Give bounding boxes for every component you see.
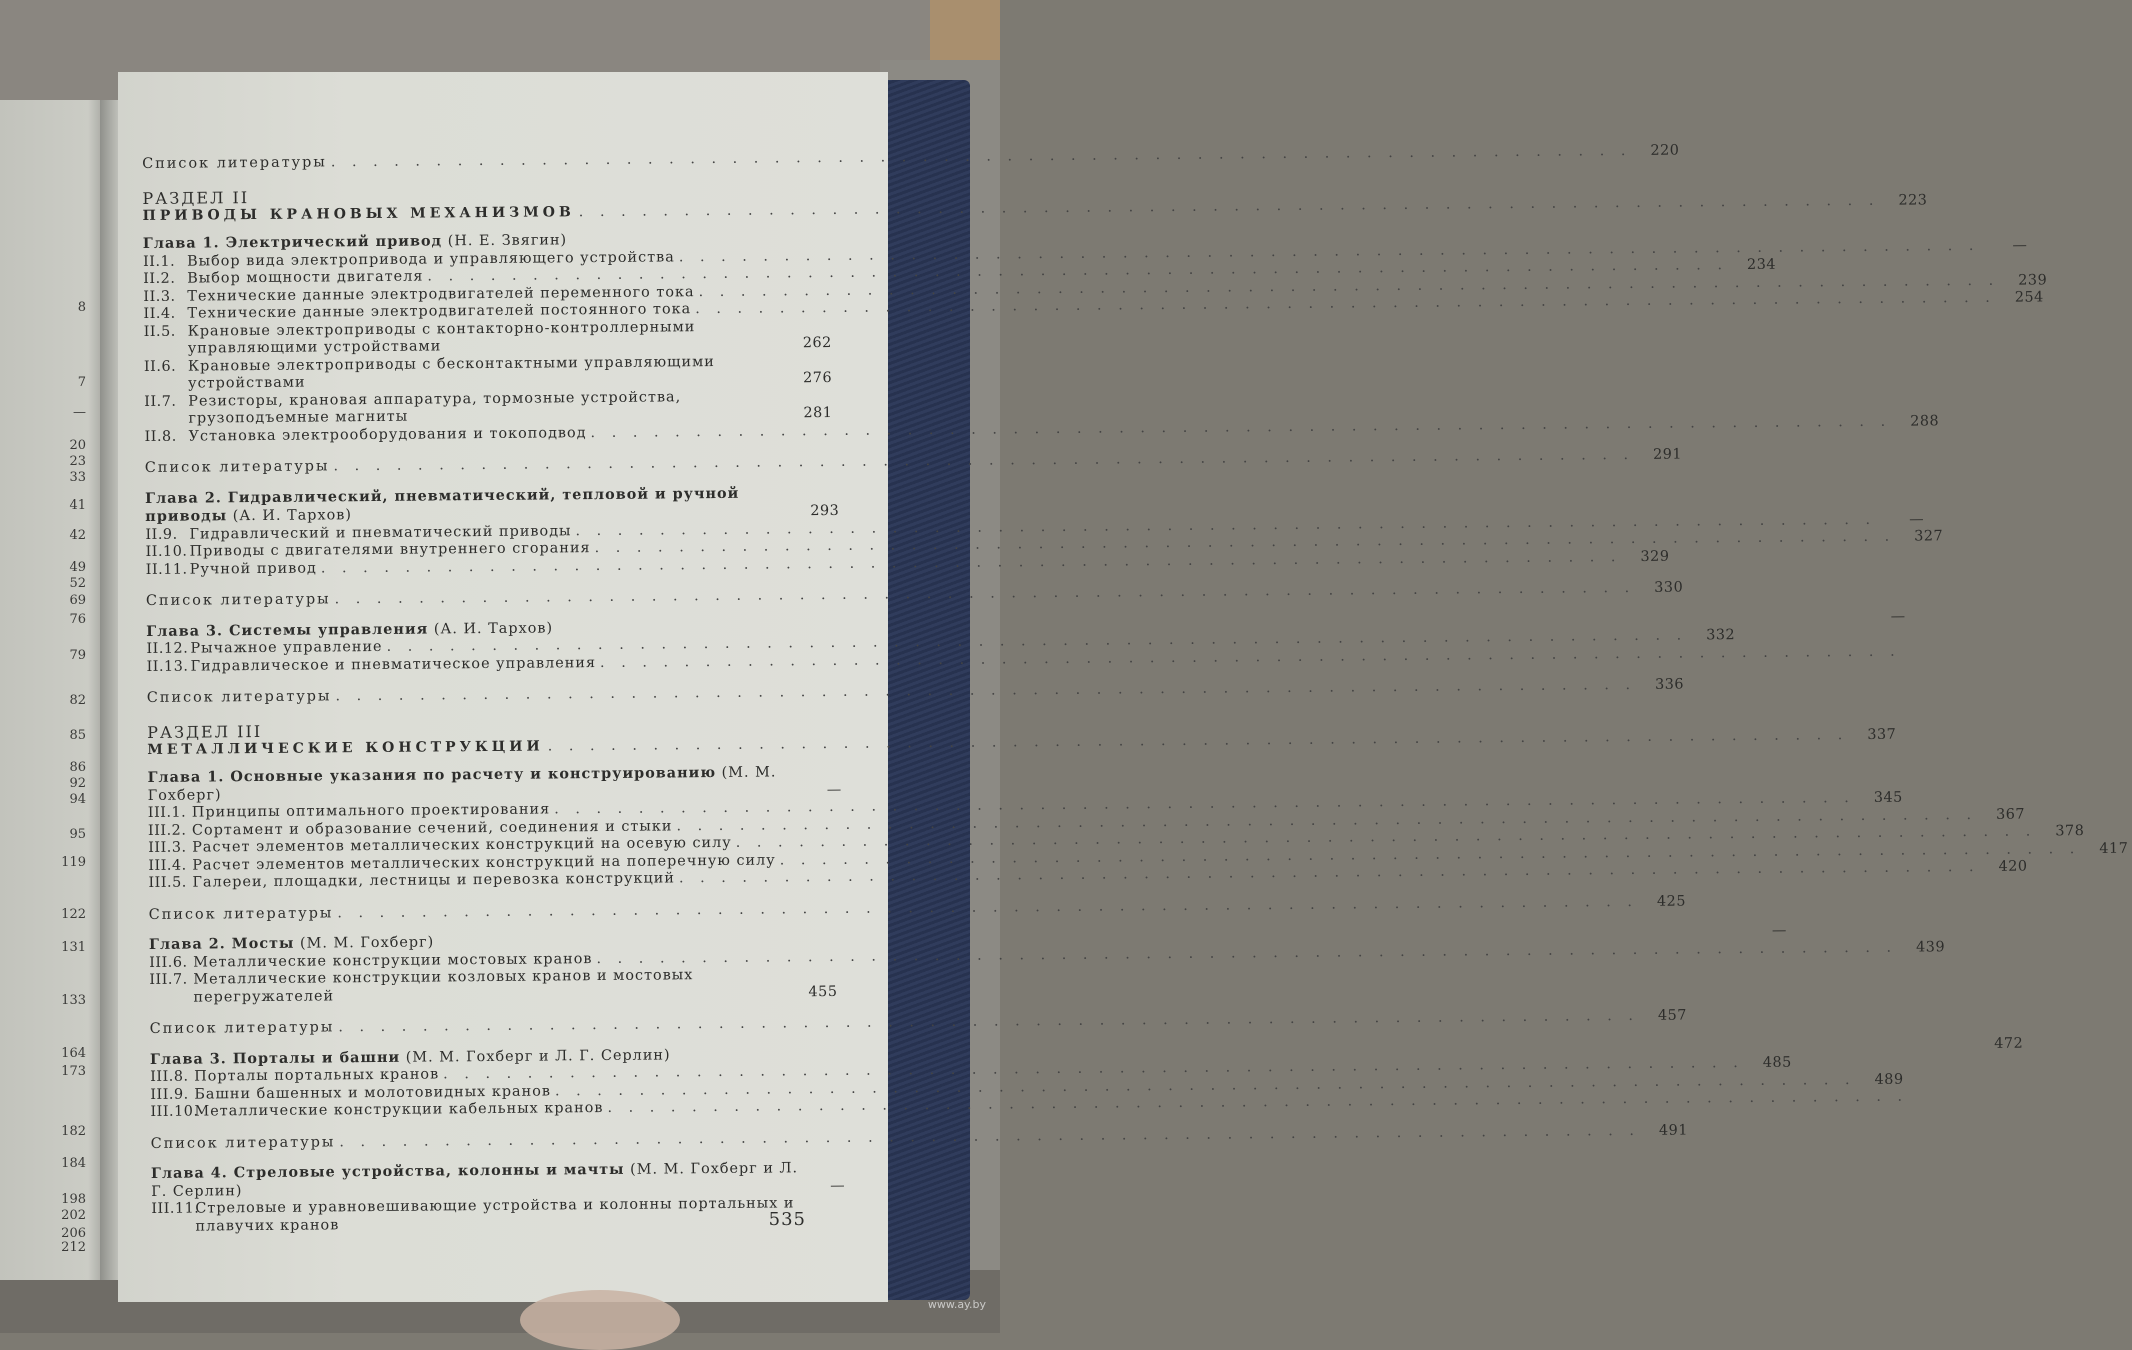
chapter-title: Глава 3. Системы управления (146, 620, 428, 639)
toc-item (151, 1195, 851, 1236)
left-page-number: — (73, 405, 86, 420)
item-title: Принципы оптимального проектирования (192, 801, 550, 822)
item-code: III.6. (149, 954, 193, 972)
item-code: III.9. (150, 1086, 194, 1104)
left-page-number: 202 (61, 1208, 86, 1223)
chapter-row (147, 763, 847, 805)
item-title: Резисторы, крановая аппаратура, тормозные устройства, грузоподъемные магниты (188, 388, 788, 428)
toc-page-ref: 254 (2000, 289, 2044, 307)
item-code: III.3. (148, 840, 192, 858)
left-page-number: 82 (69, 693, 86, 708)
item-title: Гидравлическое и пневматическое управления (191, 655, 597, 676)
item-code: III.2. (148, 822, 192, 840)
item-title: Установка электрооборудования и токоподвод (188, 425, 586, 446)
chapter-authors: (А. И. Тархов) (233, 507, 352, 524)
item-title: Выбор мощности двигателя (187, 269, 423, 289)
item-code: II.8. (145, 428, 189, 446)
item-code: II.9. (145, 526, 189, 544)
left-page-number: 206 (61, 1226, 86, 1241)
item-title: Крановые электроприводы с контакторно-контроллерными управляющими устройствами (188, 318, 788, 358)
toc-page-ref: 439 (1901, 939, 1945, 957)
toc-page-ref: — (1862, 608, 1906, 626)
item-code: II.12. (146, 641, 190, 659)
chapter-authors: (А. И. Тархов) (434, 620, 553, 637)
item-title: Ручной привод (190, 560, 317, 579)
toc-page-ref: 262 (788, 335, 832, 353)
item-code: III.10. (150, 1104, 194, 1122)
toc-page-ref: — (1983, 237, 2027, 255)
chapter-title: Глава 3. Порталы и башни (150, 1048, 400, 1067)
toc-page-ref: 455 (793, 983, 837, 1001)
item-code: III.7. (149, 972, 193, 990)
item-title: Расчет элементов металлических конструкций на поперечную силу (192, 852, 776, 875)
toc-page-ref: 491 (1644, 1122, 1688, 1140)
toc-page-ref: 330 (1639, 580, 1683, 598)
item-code: II.10. (146, 544, 190, 562)
toc-references-row (142, 150, 842, 174)
item-title: Галереи, площадки, лестницы и перевозка конструкций (192, 870, 675, 892)
toc-page-ref: 337 (1852, 726, 1896, 744)
chapter-title: Глава 4. Стреловые устройства, колонны и мачты (151, 1161, 625, 1182)
left-page-number: 23 (69, 454, 86, 469)
chapter-title: Глава 1. Электрический привод (143, 232, 442, 252)
left-page-number: 33 (69, 470, 86, 485)
left-page-number: 86 (69, 760, 86, 775)
item-code: II.5. (144, 323, 188, 341)
table-of-contents (142, 136, 852, 1236)
item-code: II.1. (143, 253, 187, 271)
watermark: www.ay.by (928, 1298, 986, 1311)
item-code: II.4. (143, 306, 187, 324)
chapter-authors: (М. М. Гохберг) (148, 764, 777, 803)
toc-references-row (150, 1015, 850, 1039)
left-page-number: 8 (78, 300, 86, 315)
item-title: Крановые электроприводы с бесконтактными управляющими устройствами (188, 353, 788, 393)
toc-page-ref: 234 (1732, 257, 1776, 275)
toc-page-ref: 291 (1638, 447, 1682, 465)
item-title: Башни башенных и молотовидных кранов (194, 1083, 551, 1104)
item-code: III.11. (151, 1201, 195, 1219)
item-title: Рычажное управление (190, 639, 382, 658)
item-title: Приводы с двигателями внутреннего сгорания (190, 540, 591, 561)
toc-page-ref: 288 (1895, 413, 1939, 431)
section-label: РАЗДЕЛ II (142, 183, 842, 207)
item-title: Металлические конструкции мостовых кранов (193, 951, 592, 972)
item-title: Гидравлический и пневматический приводы (189, 523, 571, 544)
toc-page-ref: 336 (1640, 677, 1684, 695)
left-page-number: 94 (69, 792, 86, 807)
item-title: Порталы портальных кранов (194, 1066, 439, 1086)
left-page-number: 85 (69, 728, 86, 743)
item-code: II.6. (144, 358, 188, 376)
toc-page-ref: 327 (1899, 528, 1943, 546)
left-page-number: 164 (61, 1046, 86, 1061)
toc-page-ref: 472 (1979, 1035, 2023, 1053)
toc-page-ref: 378 (2040, 823, 2084, 841)
item-code: III.4. (148, 857, 192, 875)
toc-page-ref: 329 (1625, 548, 1669, 566)
toc-page-ref: 485 (1748, 1055, 1792, 1073)
chapter-row (151, 1159, 851, 1201)
toc-page-ref: 239 (2003, 272, 2047, 290)
left-page-number: 49 (69, 560, 86, 575)
left-page-number: 173 (61, 1064, 86, 1079)
toc-page-ref: 367 (1981, 806, 2025, 824)
item-code: III.5. (148, 875, 192, 893)
toc-references-row (149, 900, 849, 924)
left-page-number: 42 (69, 528, 86, 543)
left-page-number: 184 (61, 1156, 86, 1171)
item-title: Стреловые и уравновешивающие устройства и колонны портальных и плавучих кранов (195, 1195, 795, 1235)
page-number: 535 (769, 1209, 806, 1230)
left-page (0, 100, 110, 1280)
section-title: МЕТАЛЛИЧЕСКИЕ КОНСТРУКЦИИ (147, 738, 544, 759)
toc-page-ref: — (798, 781, 842, 799)
item-title: Сортамент и образование сечений, соединения и стыки (192, 818, 673, 840)
toc-item (149, 966, 849, 1007)
chapter-title: Глава 2. Гидравлический, пневматический, тепловой и ручной приводы (145, 484, 739, 525)
item-title: Металлические конструкции козловых кранов и мостовых перегружателей (193, 966, 793, 1006)
toc-page-ref: 293 (795, 503, 839, 521)
toc-page-ref: 425 (1642, 893, 1686, 911)
left-page-number: 20 (69, 438, 86, 453)
item-code: II.2. (143, 271, 187, 289)
left-page-number: 41 (69, 498, 86, 513)
left-page-number: 122 (61, 907, 86, 922)
chapter-authors: (М. М. Гохберг) (300, 934, 434, 951)
item-code: III.1. (148, 805, 192, 823)
section-label: РАЗДЕЛ III (147, 717, 847, 741)
toc-page-ref: 457 (1643, 1008, 1687, 1026)
toc-page-ref: — (801, 1177, 845, 1195)
item-code: II.11. (146, 561, 190, 579)
toc-references-label: Список литературы (142, 154, 327, 173)
left-page-number: 133 (61, 993, 86, 1008)
toc-page-ref: 223 (1883, 192, 1927, 210)
toc-page-ref: — (1880, 511, 1924, 529)
toc-page-ref: 420 (1983, 859, 2027, 877)
toc-page-ref: 332 (1691, 627, 1735, 645)
item-title: Выбор вида электропривода и управляющего устройства (187, 249, 675, 271)
toc-references-label: Список литературы (149, 905, 334, 924)
toc-page-ref: 345 (1859, 790, 1903, 808)
left-page-number: 52 (69, 576, 86, 591)
left-page-number: 79 (69, 648, 86, 663)
toc-page-ref: — (1743, 923, 1787, 941)
chapter-row (145, 483, 845, 526)
left-page-number: 131 (61, 940, 86, 955)
left-page-number: 76 (69, 612, 86, 627)
toc-page-ref: 220 (1635, 143, 1679, 161)
toc-references-label: Список литературы (151, 1134, 336, 1153)
item-title: Расчет элементов металлических конструкций на осевую силу (192, 835, 732, 857)
left-page-number: 92 (69, 776, 86, 791)
left-page-number: 95 (69, 827, 86, 842)
item-title: Технические данные электродвигателей постоянного тока (187, 301, 691, 323)
toc-references-label: Список литературы (146, 591, 331, 610)
finger-shadow (520, 1290, 680, 1350)
cardboard-corner (930, 0, 1000, 60)
left-page-number: 69 (69, 593, 86, 608)
toc-references-row (146, 587, 846, 611)
chapter-authors: (Н. Е. Звягин) (448, 232, 568, 249)
toc-references-row (151, 1129, 851, 1153)
section-title: ПРИВОДЫ КРАНОВЫХ МЕХАНИЗМОВ (143, 204, 575, 225)
chapter-title: Глава 2. Мосты (149, 935, 295, 953)
toc-page-ref: 276 (788, 370, 832, 388)
toc-references-label: Список литературы (145, 458, 330, 477)
left-page-number: 182 (61, 1124, 86, 1139)
left-page-number: 198 (61, 1192, 86, 1207)
toc-page-ref: 417 (2084, 840, 2128, 858)
toc-page-ref: 281 (788, 405, 832, 423)
chapter-authors: (М. М. Гохберг и Л. Г. Серлин) (151, 1160, 798, 1199)
toc-references-label: Список литературы (147, 688, 332, 707)
item-title: Технические данные электродвигателей переменного тока (187, 284, 694, 306)
item-code: III.8. (150, 1069, 194, 1087)
left-page-number: 7 (78, 375, 86, 390)
left-page-number: 119 (61, 855, 86, 870)
chapter-title: Глава 1. Основные указания по расчету и конструированию (147, 764, 716, 786)
item-code: II.3. (143, 288, 187, 306)
item-code: II.7. (144, 393, 188, 411)
item-title: Металлические конструкции кабельных кранов (194, 1100, 603, 1121)
toc-references-label: Список литературы (150, 1019, 335, 1038)
toc-page-ref: 489 (1859, 1071, 1903, 1089)
toc-references-row (145, 454, 845, 478)
toc-references-row (147, 684, 847, 708)
left-page-number: 212 (61, 1240, 86, 1255)
toc-page (118, 72, 888, 1302)
chapter-authors: (М. М. Гохберг и Л. Г. Серлин) (406, 1047, 671, 1065)
item-code: II.13. (147, 658, 191, 676)
